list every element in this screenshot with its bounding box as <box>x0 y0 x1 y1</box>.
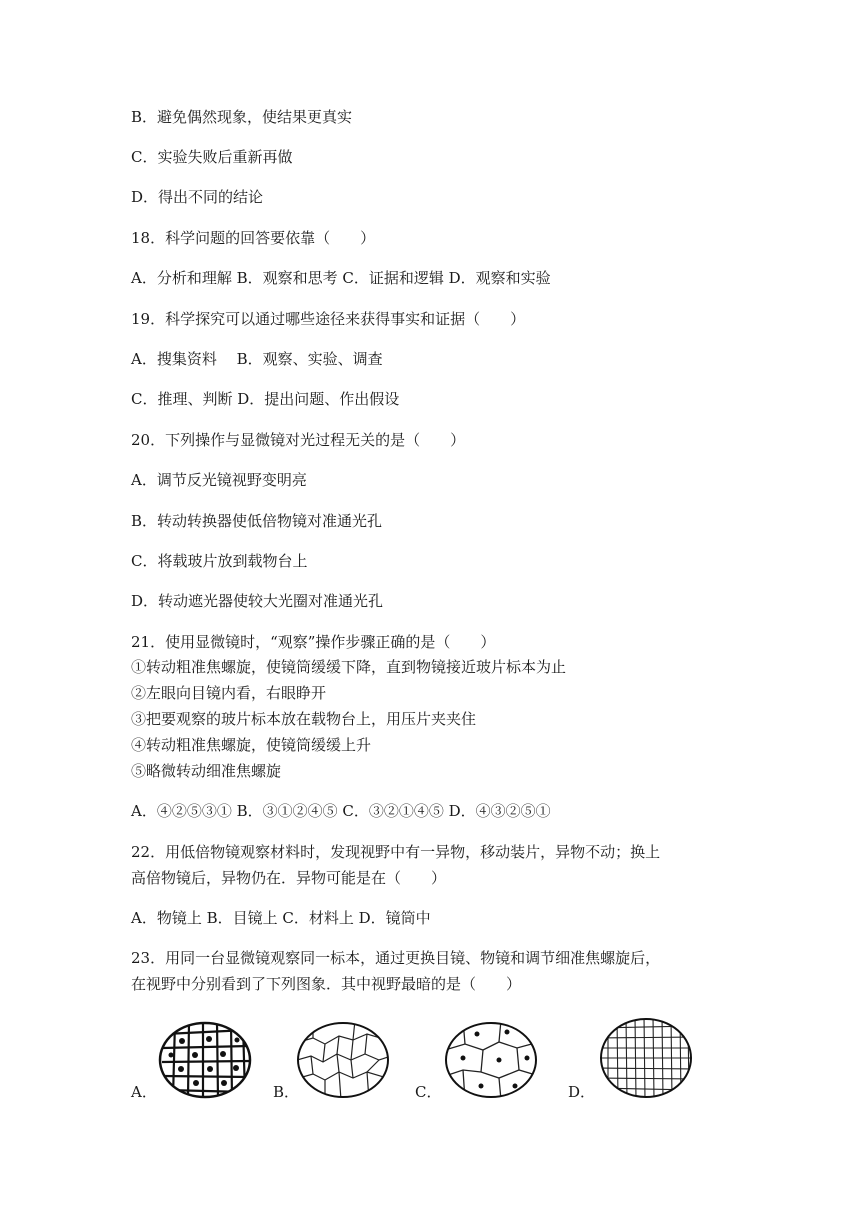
answer-option: B．转动转换器使低倍物镜对准通光孔 <box>131 512 383 530</box>
question-19: 19．科学探究可以通过哪些途径来获得事实和证据（ ） <box>131 310 526 328</box>
option-a-label: A． <box>131 1083 157 1101</box>
option-b-label: B． <box>273 1083 300 1101</box>
cell-view-b-image <box>295 1020 391 1100</box>
question-18: 18．科学问题的回答要依靠（ ） <box>131 229 376 247</box>
answer-options: A．搜集资料 B．观察、实验、调查 <box>131 350 383 368</box>
step-item: ③把要观察的玻片标本放在载物台上，用压片夹夹住 <box>131 710 477 728</box>
q23-image-options <box>131 1012 731 1112</box>
answer-option: D．转动遮光器使较大光圈对准通光孔 <box>131 592 384 610</box>
question-20: 20．下列操作与显微镜对光过程无关的是（ ） <box>131 431 466 449</box>
option-c <box>415 1012 565 1112</box>
answer-options: A．物镜上 B．目镜上 C．材料上 D．镜筒中 <box>131 909 431 927</box>
question-21: 21．使用显微镜时，“观察”操作步骤正确的是（ ） <box>131 633 496 651</box>
text-line: B．避免偶然现象，使结果更真实 <box>131 108 353 126</box>
step-item: ①转动粗准焦螺旋，使镜筒缓缓下降，直到物镜接近玻片标本为止 <box>131 658 567 676</box>
step-item: ④转动粗准焦螺旋，使镜筒缓缓上升 <box>131 736 372 754</box>
cell-view-a-image <box>157 1020 253 1100</box>
option-b <box>273 1012 423 1112</box>
cell-view-d-image <box>598 1016 694 1100</box>
option-c-label: C． <box>415 1083 442 1101</box>
option-a <box>131 1012 281 1112</box>
text-line: C．实验失败后重新再做 <box>131 148 293 166</box>
answer-options: A．④②⑤③① B．③①②④⑤ C．③②①④⑤ D．④③②⑤① <box>131 802 551 820</box>
answer-options: C．推理、判断 D．提出问题、作出假设 <box>131 390 400 408</box>
step-item: ⑤略微转动细准焦螺旋 <box>131 762 282 780</box>
question-22-cont: 高倍物镜后，异物仍在．异物可能是在（ ） <box>131 869 447 887</box>
option-d-label: D． <box>568 1083 596 1101</box>
question-22: 22．用低倍物镜观察材料时，发现视野中有一异物，移动装片，异物不动；换上 <box>131 843 661 861</box>
option-d <box>568 1012 718 1112</box>
answer-options: A．分析和理解 B．观察和思考 C．证据和逻辑 D．观察和实验 <box>131 269 551 287</box>
answer-option: A．调节反光镜视野变明亮 <box>131 471 307 489</box>
question-23-cont: 在视野中分别看到了下列图象．其中视野最暗的是（ ） <box>131 975 522 993</box>
question-23: 23．用同一台显微镜观察同一标本，通过更换目镜、物镜和调节细准焦螺旋后， <box>131 949 661 967</box>
cell-view-c-image <box>443 1020 539 1100</box>
answer-option: C．将载玻片放到载物台上 <box>131 552 308 570</box>
step-item: ②左眼向目镜内看，右眼睁开 <box>131 684 327 702</box>
text-line: D．得出不同的结论 <box>131 188 264 206</box>
